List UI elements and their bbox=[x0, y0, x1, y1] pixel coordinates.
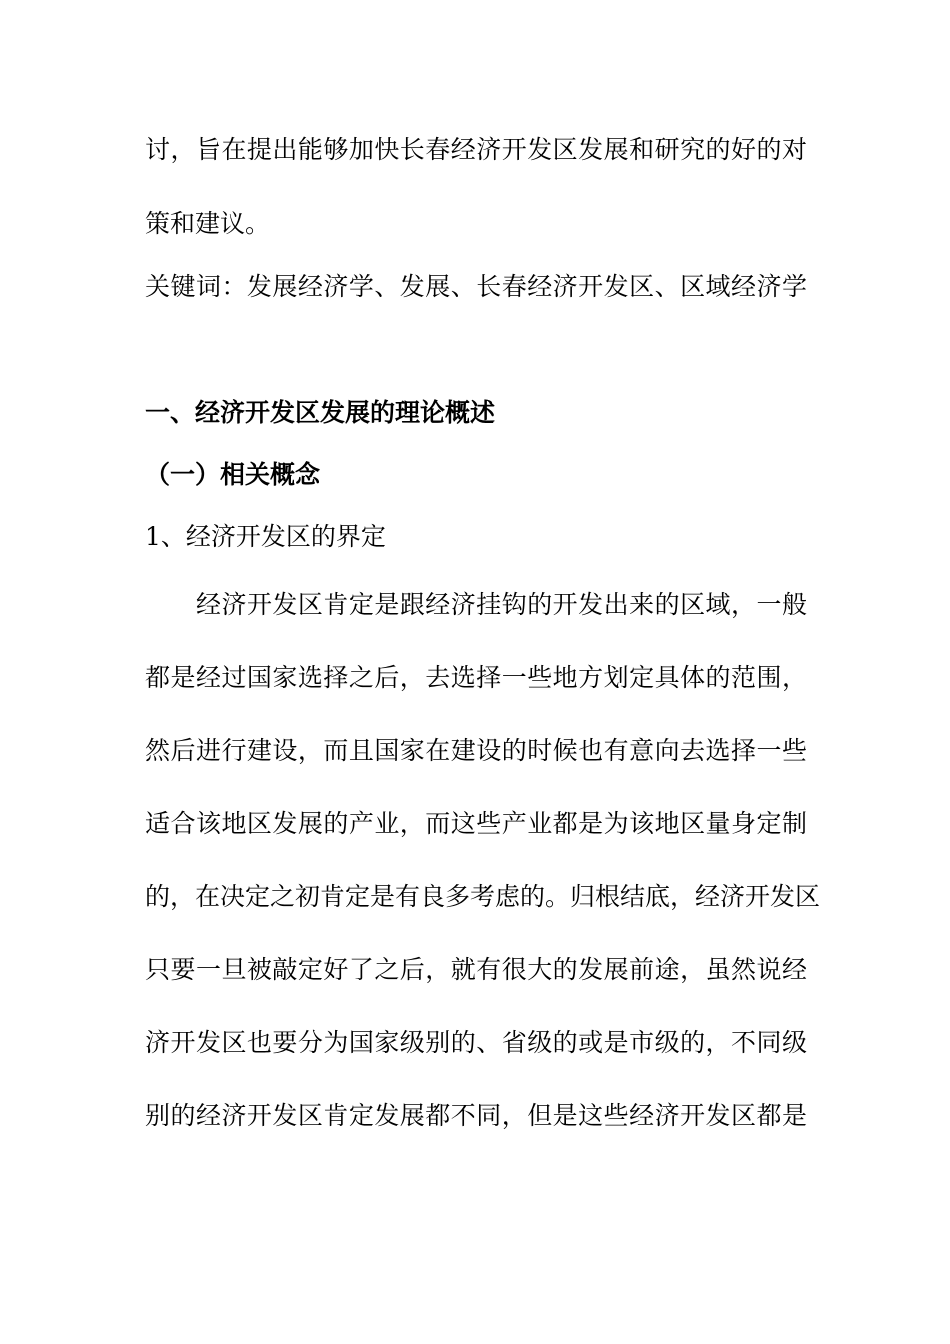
paragraph-line-8: 别的经济开发区肯定发展都不同，但是这些经济开发区都是 bbox=[145, 1101, 807, 1130]
paragraph-line-6: 只要一旦被敲定好了之后，就有很大的发展前途，虽然说经 bbox=[145, 955, 807, 984]
subsection-heading: （一）相关概念 bbox=[145, 460, 321, 489]
paragraph-line-4: 适合该地区发展的产业，而这些产业都是为该地区量身定制 bbox=[145, 809, 807, 838]
paragraph-line-7: 济开发区也要分为国家级别的、省级的或是市级的，不同级 bbox=[145, 1028, 807, 1057]
item-title: 1、经济开发区的界定 bbox=[145, 522, 386, 551]
paragraph-line-1: 经济开发区肯定是跟经济挂钩的开发出来的区域，一般 bbox=[196, 590, 807, 619]
abstract-line-2: 策和建议。 bbox=[145, 209, 271, 238]
section-heading: 一、经济开发区发展的理论概述 bbox=[145, 398, 496, 427]
abstract-line-1: 讨，旨在提出能够加快长春经济开发区发展和研究的好的对 bbox=[145, 135, 807, 164]
paragraph-line-3: 然后进行建设，而且国家在建设的时候也有意向去选择一些 bbox=[145, 736, 807, 765]
keywords-line: 关键词：发展经济学、发展、长春经济开发区、区域经济学 bbox=[145, 272, 807, 301]
paragraph-line-2: 都是经过国家选择之后，去选择一些地方划定具体的范围， bbox=[145, 663, 807, 692]
paragraph-line-5: 的，在决定之初肯定是有良多考虑的。归根结底，经济开发区 bbox=[145, 882, 821, 911]
